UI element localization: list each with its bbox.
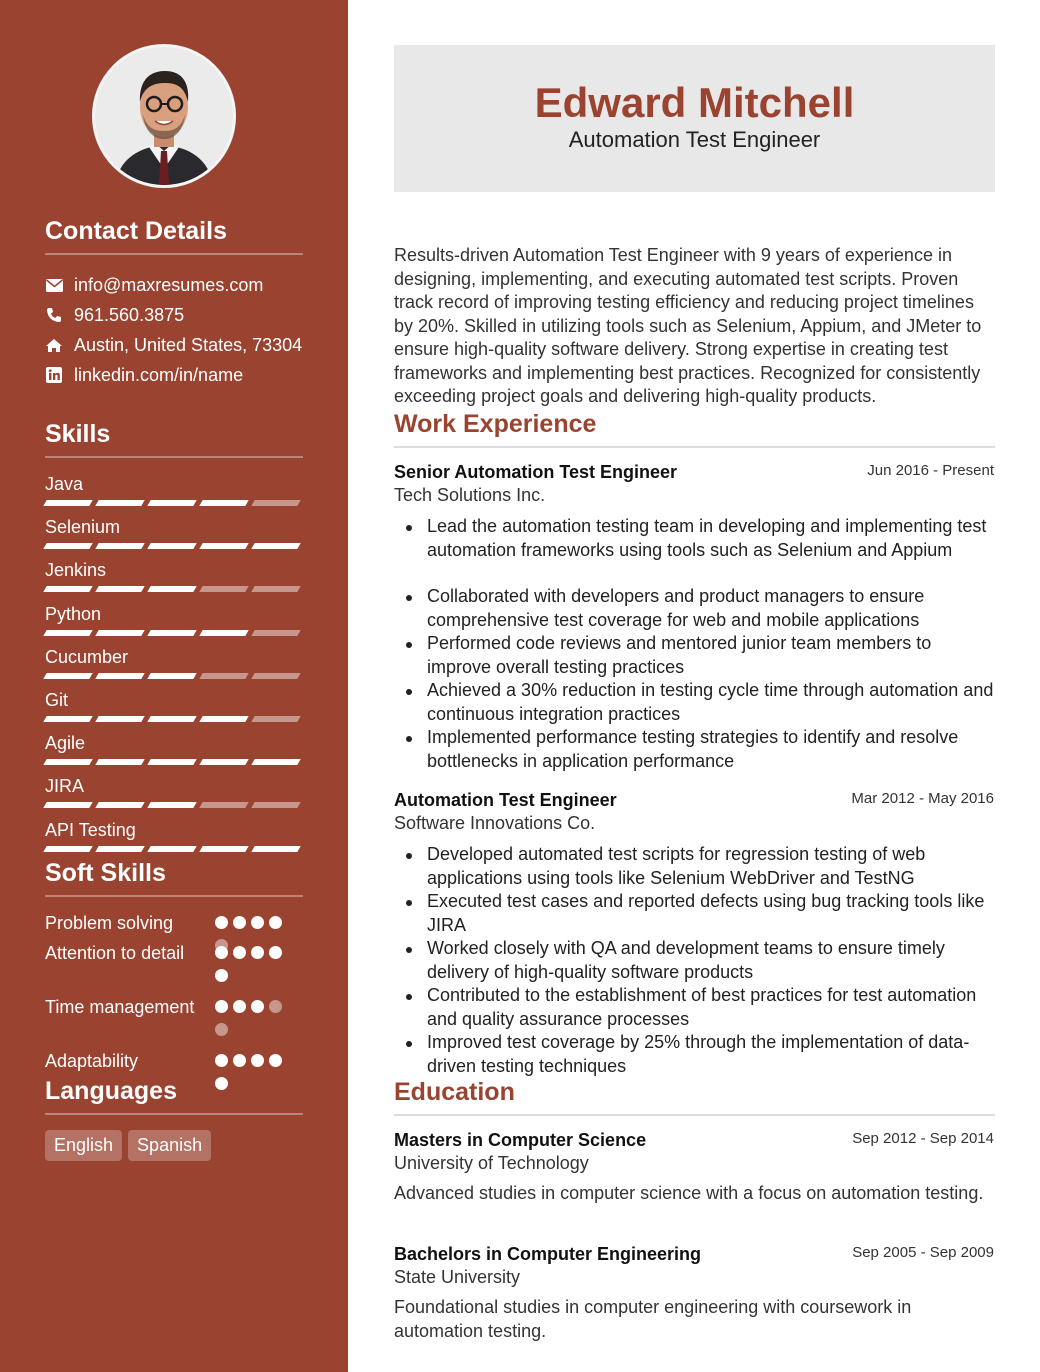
skill-level-bar (45, 586, 303, 592)
rating-dot (251, 1054, 264, 1067)
skill-level-segment (43, 630, 92, 636)
skill-level-segment (199, 759, 248, 765)
skill-level-segment (147, 543, 196, 549)
skill-name: JIRA (45, 776, 85, 796)
job-dates: Jun 2016 - Present (867, 462, 994, 479)
avatar-illustration (95, 47, 233, 185)
skill-level-segment (95, 802, 144, 808)
candidate-title: Automation Test Engineer (568, 127, 821, 152)
skill-level-segment (251, 586, 300, 592)
profile-photo (92, 44, 236, 188)
contact-heading: Contact Details (45, 217, 303, 255)
skill-level-segment (95, 500, 144, 506)
job-title: Senior Automation Test Engineer (394, 462, 678, 482)
skill-level-segment (43, 846, 92, 852)
skill-level-segment (147, 500, 196, 506)
rating-dot (233, 916, 246, 929)
skill-level-segment (43, 543, 92, 549)
skill-level-bar (45, 716, 303, 722)
contact-email[interactable] (45, 273, 263, 297)
skill-level-segment (199, 802, 248, 808)
skill-level-segment (147, 673, 196, 679)
skill-name: Selenium (45, 517, 121, 537)
soft-skill-name: Problem solving (45, 913, 174, 933)
soft-skill-rating (215, 946, 295, 992)
skill-level-segment (147, 759, 196, 765)
candidate-name: Edward Mitchell (534, 79, 855, 126)
experience-heading: Work Experience (394, 410, 995, 448)
rating-dot (215, 969, 228, 982)
job-bullet: Executed test cases and reported defects using bug tracking tools like JIRA (394, 890, 994, 937)
skill-level-segment (147, 716, 196, 722)
skill-level-segment (147, 586, 196, 592)
rating-dot (269, 946, 282, 959)
soft-skill-name: Attention to detail (45, 943, 185, 963)
skill-item (45, 473, 303, 506)
job-bullets (394, 843, 994, 1078)
skill-level-bar (45, 802, 303, 808)
skill-level-segment (43, 802, 92, 808)
sidebar (0, 0, 348, 1372)
contact-address (45, 333, 302, 357)
soft-skill-rating (215, 1000, 295, 1046)
education-entry (394, 1243, 994, 1343)
skill-level-segment (147, 802, 196, 808)
phone-icon (45, 306, 63, 324)
skill-item (45, 775, 303, 808)
skill-level-segment (147, 846, 196, 852)
job-bullet: Implemented performance testing strategies to identify and resolve bottlenecks in application performance (394, 726, 994, 773)
school-name: University of Technology (394, 1153, 589, 1173)
rating-dot (233, 1000, 246, 1013)
languages-list (45, 1130, 211, 1161)
linkedin-icon (45, 366, 63, 384)
skill-level-segment (199, 500, 248, 506)
job-bullet: Achieved a 30% reduction in testing cycle time through automation and continuous integration practices (394, 679, 994, 726)
education-description: Foundational studies in computer engineering with coursework in automation testing. (394, 1297, 912, 1341)
job-bullet: Lead the automation testing team in developing and implementing test automation frameworks using tools such as Selenium and Appium (394, 515, 994, 562)
home-icon (45, 336, 63, 354)
skill-level-segment (43, 716, 92, 722)
skill-level-segment (251, 716, 300, 722)
skill-level-segment (95, 543, 144, 549)
rating-dot (233, 946, 246, 959)
soft-skill-name: Adaptability (45, 1051, 139, 1071)
skill-level-bar (45, 673, 303, 679)
skill-level-segment (251, 759, 300, 765)
job-dates: Mar 2012 - May 2016 (851, 790, 994, 807)
job-bullets (394, 515, 994, 773)
contact-address-text: Austin, United States, 73304 (74, 334, 303, 355)
job-bullet: Worked closely with QA and development teams to ensure timely delivery of high-quality software products (394, 937, 994, 984)
skill-level-segment (95, 716, 144, 722)
skill-item (45, 689, 303, 722)
skills-heading: Skills (45, 420, 303, 458)
skill-name: API Testing (45, 820, 136, 840)
skill-level-segment (251, 802, 300, 808)
rating-dot (233, 1054, 246, 1067)
skill-item (45, 819, 303, 852)
skill-level-bar (45, 630, 303, 636)
rating-dot (251, 1000, 264, 1013)
job-entry (394, 789, 994, 1078)
skill-name: Git (45, 690, 69, 710)
rating-dot (251, 946, 264, 959)
skill-level-bar (45, 500, 303, 506)
rating-dot (215, 916, 228, 929)
education-entry (394, 1129, 994, 1206)
skill-level-bar (45, 759, 303, 765)
skill-level-segment (199, 543, 248, 549)
skill-level-segment (199, 673, 248, 679)
skill-name: Agile (45, 733, 86, 753)
education-heading: Education (394, 1078, 995, 1116)
language-chip: English (45, 1130, 122, 1161)
education-description: Advanced studies in computer science with a focus on automation testing. (394, 1183, 984, 1203)
skill-level-segment (199, 586, 248, 592)
language-chip: Spanish (128, 1130, 211, 1161)
envelope-icon (45, 276, 63, 294)
job-bullet: Improved test coverage by 25% through the implementation of data-driven testing techniques (394, 1031, 994, 1078)
skill-name: Python (45, 604, 102, 624)
contact-email-text: info@maxresumes.com (74, 274, 264, 295)
skill-level-segment (251, 846, 300, 852)
rating-dot (215, 1054, 228, 1067)
skill-item (45, 646, 303, 679)
profile-summary: Results-driven Automation Test Engineer with 9 years of experience in designing, implementing, and executing automated test scripts. Proven track record of improving testing efficiency and reducing project timelines by 20%. Skilled in utilizing tools such as Selenium, Appium, and JMeter to ensure high-quality software delivery. Strong expertise in creating test frameworks and implementing best practices. Recognized for consistently exceeding project goals and delivering high-quality products. (394, 245, 982, 406)
job-company: Tech Solutions Inc. (394, 485, 546, 505)
job-bullet: Contributed to the establishment of best practices for test automation and quality assurance processes (394, 984, 994, 1031)
skill-name: Cucumber (45, 647, 129, 667)
skill-level-segment (43, 673, 92, 679)
skill-level-segment (251, 673, 300, 679)
skill-level-segment (95, 673, 144, 679)
rating-dot (269, 1000, 282, 1013)
soft-skills-heading: Soft Skills (45, 859, 303, 897)
rating-dot (215, 1023, 228, 1036)
skill-item (45, 732, 303, 765)
contact-phone-text: 961.560.3875 (74, 304, 185, 325)
job-bullet: Collaborated with developers and product managers to ensure comprehensive test coverage for web and mobile applications (394, 585, 994, 632)
skill-level-segment (43, 500, 92, 506)
skill-item (45, 559, 303, 592)
skill-level-segment (95, 586, 144, 592)
job-title: Automation Test Engineer (394, 790, 617, 810)
contact-linkedin-text: linkedin.com/in/name (74, 364, 244, 385)
degree-title: Bachelors in Computer Engineering (394, 1244, 702, 1264)
languages-heading: Languages (45, 1077, 303, 1115)
skill-level-segment (95, 846, 144, 852)
rating-dot (269, 1054, 282, 1067)
skill-level-segment (147, 630, 196, 636)
skill-name: Jenkins (45, 560, 107, 580)
name-header (394, 45, 995, 192)
skill-level-bar (45, 846, 303, 852)
skill-level-segment (43, 759, 92, 765)
job-bullet: Developed automated test scripts for regression testing of web applications using tools like Selenium WebDriver and TestNG (394, 843, 994, 890)
skill-level-segment (43, 586, 92, 592)
job-bullet: Performed code reviews and mentored junior team members to improve overall testing practices (394, 632, 994, 679)
school-name: State University (394, 1267, 521, 1287)
skill-level-segment (251, 543, 300, 549)
rating-dot (215, 1000, 228, 1013)
skill-level-segment (95, 759, 144, 765)
skill-level-segment (199, 630, 248, 636)
skill-level-segment (199, 846, 248, 852)
rating-dot (269, 916, 282, 929)
degree-title: Masters in Computer Science (394, 1130, 647, 1150)
education-dates: Sep 2012 - Sep 2014 (852, 1130, 994, 1147)
skill-name: Java (45, 474, 84, 494)
skill-item (45, 516, 303, 549)
skill-level-segment (95, 630, 144, 636)
skill-level-bar (45, 543, 303, 549)
skill-level-segment (251, 500, 300, 506)
rating-dot (251, 916, 264, 929)
job-company: Software Innovations Co. (394, 813, 596, 833)
skill-level-segment (251, 630, 300, 636)
skill-item (45, 603, 303, 636)
skill-level-segment (199, 716, 248, 722)
job-entry (394, 461, 994, 773)
rating-dot (215, 946, 228, 959)
soft-skill-name: Time management (45, 997, 195, 1017)
education-dates: Sep 2005 - Sep 2009 (852, 1244, 994, 1261)
contact-phone[interactable] (45, 303, 184, 327)
contact-linkedin[interactable] (45, 363, 243, 387)
